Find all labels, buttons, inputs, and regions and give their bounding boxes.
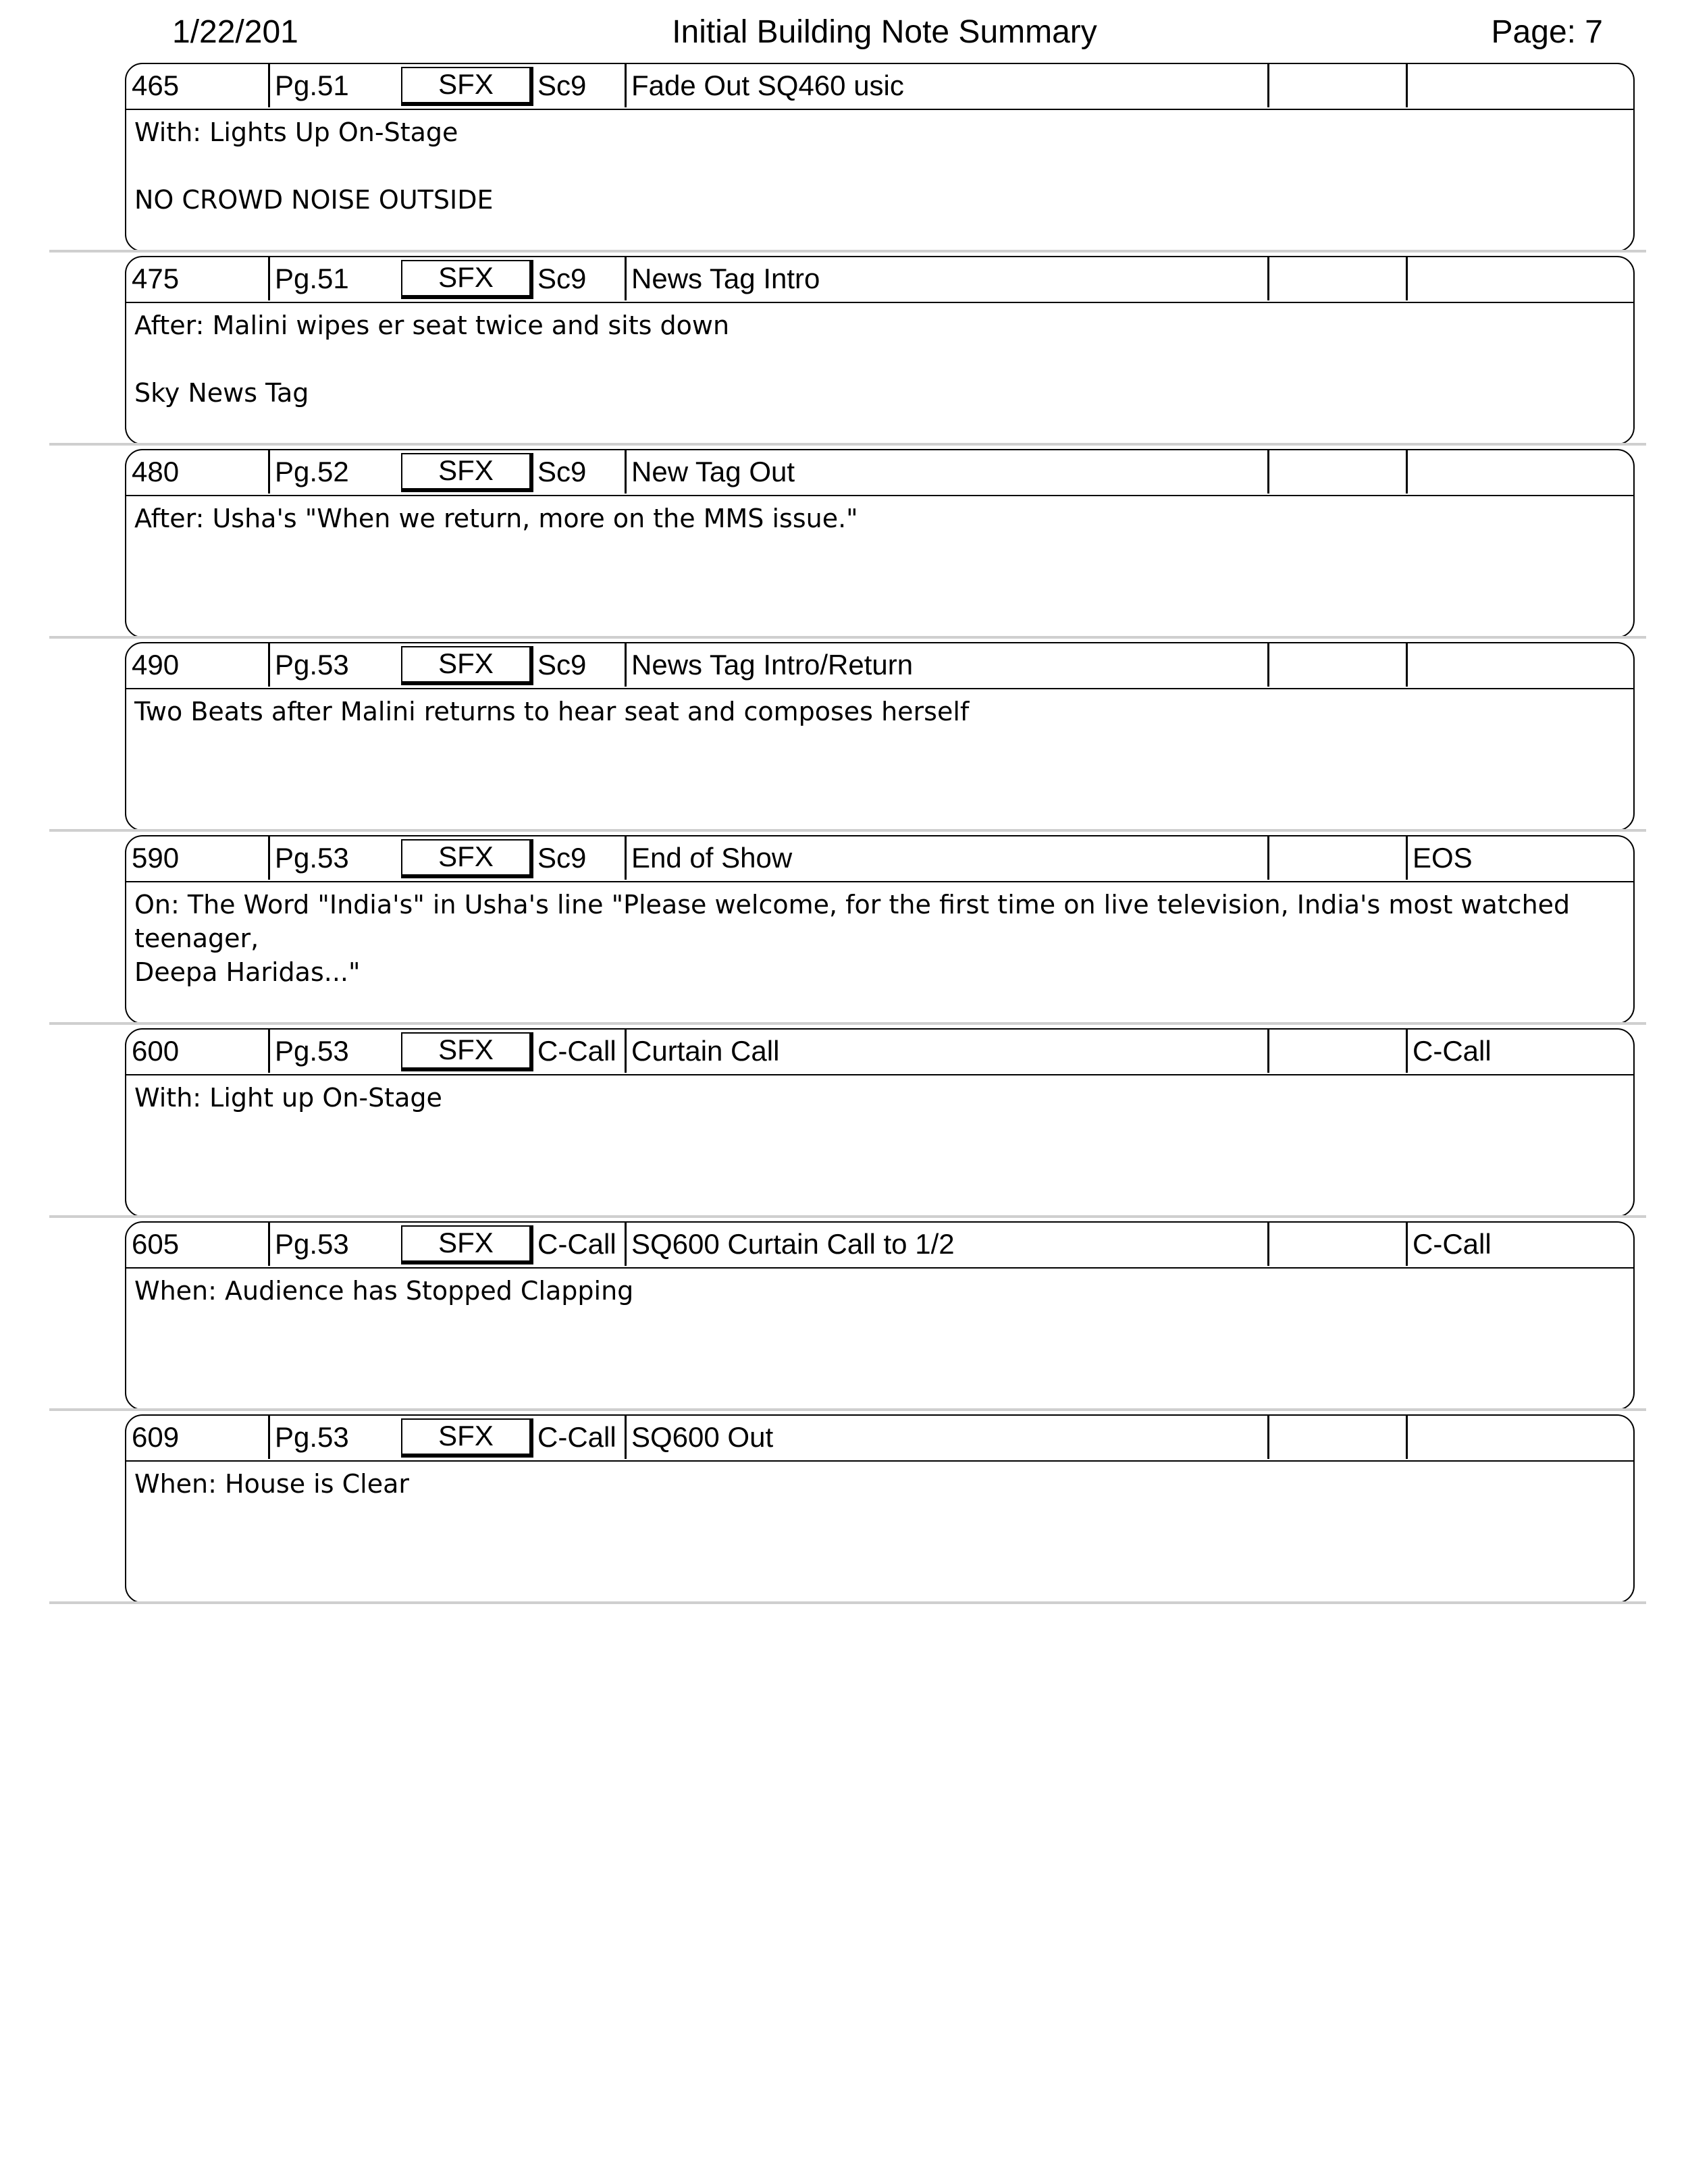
cue-card: [125, 256, 1635, 445]
cue-scene: Sc9: [537, 456, 587, 487]
cue-scene: Sc9: [537, 70, 587, 101]
cue-extra-column: [1269, 1030, 1406, 1073]
cue-scene: C-Call: [537, 1421, 616, 1453]
row-separator: [49, 636, 1646, 639]
cue-extra-column: [1269, 64, 1406, 107]
cue-department: SFX: [401, 453, 533, 492]
row-separator: [49, 1022, 1646, 1025]
cue-card: [125, 1028, 1635, 1217]
report-date: 1/22/201: [172, 14, 298, 50]
cue-note: After: Usha's "When we return, more on the MMS issue.": [134, 504, 858, 533]
cue-page: Pg.53: [275, 649, 349, 681]
cue-number: 609: [132, 1421, 180, 1453]
cue-number: 475: [132, 263, 180, 294]
cue-card: [125, 63, 1635, 252]
cue-department: SFX: [401, 1032, 533, 1071]
cue-card: [125, 1221, 1635, 1410]
cue-header-row: [126, 1030, 1633, 1075]
cue-description: Fade Out SQ460 usic: [631, 70, 904, 101]
cue-header-row: [126, 1416, 1633, 1462]
cue-card: [125, 835, 1635, 1024]
cue-note: When: House is Clear: [134, 1469, 409, 1499]
cue-note: With: Light up On-Stage: [134, 1083, 442, 1113]
cue-extra-column: [1269, 1223, 1406, 1266]
cue-tag: [1407, 64, 1633, 107]
cue-department: SFX: [401, 1225, 533, 1264]
cue-note: With: Lights Up On-Stage NO CROWD NOISE OUTSIDE: [134, 117, 494, 215]
row-separator: [49, 1601, 1646, 1604]
cue-tag: C-Call: [1413, 1228, 1492, 1260]
cue-note: When: Audience has Stopped Clapping: [134, 1276, 634, 1306]
cue-description: News Tag Intro/Return: [631, 649, 914, 681]
cue-header-row: [126, 450, 1633, 496]
cue-header-row: [126, 836, 1633, 882]
cue-department: SFX: [401, 1418, 533, 1458]
cue-department: SFX: [401, 839, 533, 878]
cue-header-row: [126, 64, 1633, 110]
cue-description: SQ600 Curtain Call to 1/2: [631, 1228, 955, 1260]
cue-description: SQ600 Out: [631, 1421, 774, 1453]
cue-description: Curtain Call: [631, 1035, 780, 1067]
cue-department: SFX: [401, 646, 533, 685]
cue-page: Pg.51: [275, 263, 349, 294]
cue-header-row: [126, 643, 1633, 689]
cue-header-row: [126, 257, 1633, 303]
cue-number: 480: [132, 456, 180, 487]
cue-tag: [1407, 450, 1633, 494]
cue-number: 605: [132, 1228, 180, 1260]
row-separator: [49, 250, 1646, 252]
cue-page: Pg.53: [275, 1421, 349, 1453]
cue-page: Pg.52: [275, 456, 349, 487]
cue-department: SFX: [401, 260, 533, 299]
cue-description: New Tag Out: [631, 456, 795, 487]
cue-extra-column: [1269, 257, 1406, 300]
cue-page: Pg.51: [275, 70, 349, 101]
cue-scene: Sc9: [537, 263, 587, 294]
cue-header-row: [126, 1223, 1633, 1269]
cue-scene: C-Call: [537, 1035, 616, 1067]
cue-number: 590: [132, 842, 180, 874]
row-separator: [49, 1408, 1646, 1411]
cue-department: SFX: [401, 67, 533, 106]
cue-note: Two Beats after Malini returns to hear seat and composes herself: [134, 697, 970, 726]
row-separator: [49, 1215, 1646, 1218]
cue-card: [125, 449, 1635, 638]
report-title: Initial Building Note Summary: [672, 14, 1097, 50]
cue-number: 465: [132, 70, 180, 101]
cue-page: Pg.53: [275, 842, 349, 874]
cue-tag: [1407, 257, 1633, 300]
cue-tag: C-Call: [1413, 1035, 1492, 1067]
cue-tag: EOS: [1413, 842, 1473, 874]
cue-description: End of Show: [631, 842, 793, 874]
cue-number: 490: [132, 649, 180, 681]
cue-note: After: Malini wipes er seat twice and sits down Sky News Tag: [134, 311, 730, 408]
cue-description: News Tag Intro: [631, 263, 820, 294]
cue-page: Pg.53: [275, 1228, 349, 1260]
cue-number: 600: [132, 1035, 180, 1067]
cue-card: [125, 642, 1635, 831]
cue-tag: [1407, 1416, 1633, 1459]
cue-tag: [1407, 643, 1633, 687]
cue-extra-column: [1269, 450, 1406, 494]
page-number: Page: 7: [1491, 14, 1603, 50]
row-separator: [49, 829, 1646, 832]
cue-card: [125, 1414, 1635, 1603]
cue-scene: C-Call: [537, 1228, 616, 1260]
cue-extra-column: [1269, 643, 1406, 687]
cue-extra-column: [1269, 1416, 1406, 1459]
cue-scene: Sc9: [537, 649, 587, 681]
row-separator: [49, 443, 1646, 446]
cue-page: Pg.53: [275, 1035, 349, 1067]
cue-extra-column: [1269, 836, 1406, 880]
cue-note: On: The Word "India's" in Usha's line "Please welcome, for the first time on live television, India's most watched teenager, Deepa Haridas...": [134, 890, 1571, 987]
cue-scene: Sc9: [537, 842, 587, 874]
